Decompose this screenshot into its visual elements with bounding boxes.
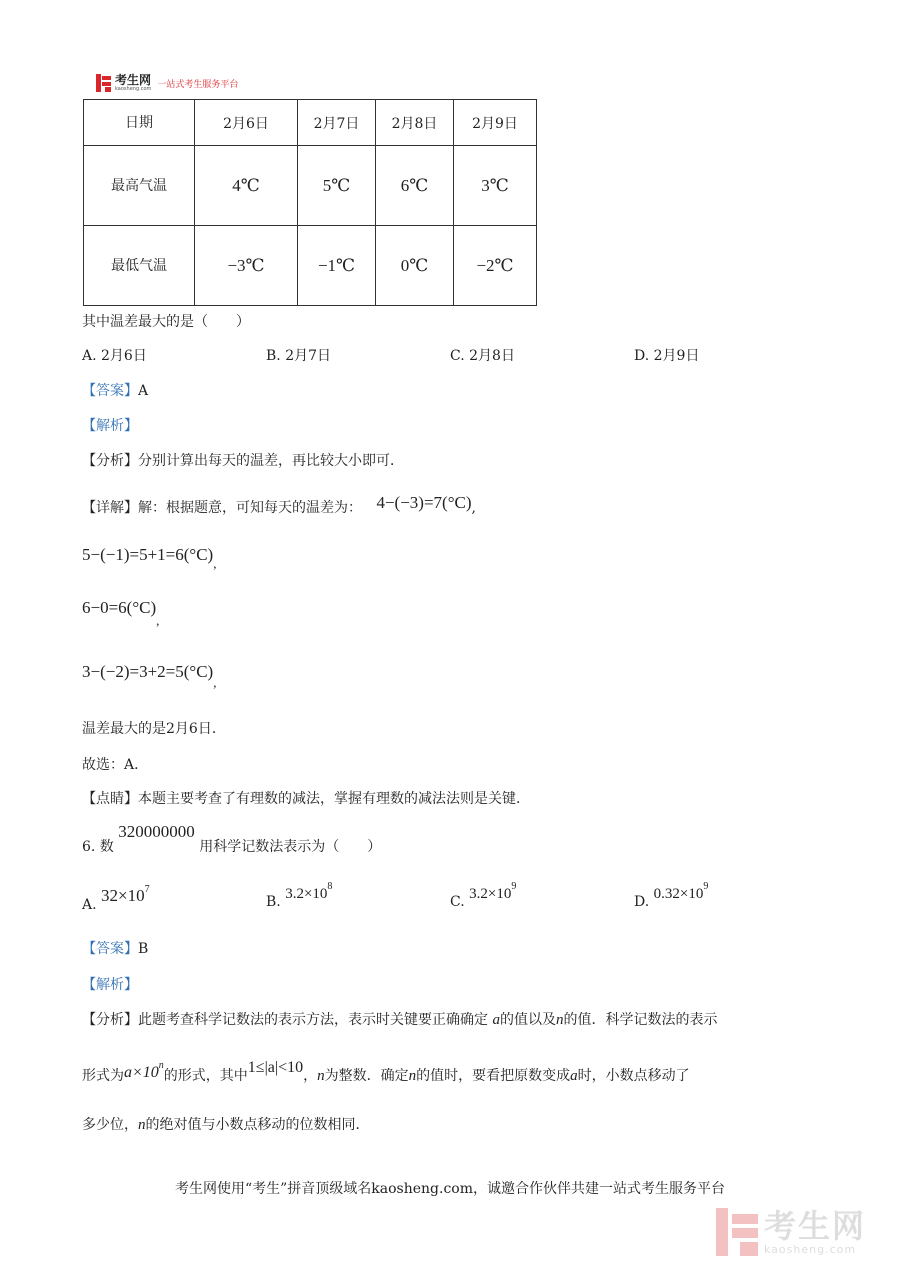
- high-temp-cell: 5℃: [298, 146, 376, 226]
- header-logo: [96, 72, 238, 94]
- watermark-name: 考生网: [764, 1206, 867, 1245]
- table-row: [84, 146, 537, 226]
- high-temp-cell: 6℃: [376, 146, 454, 226]
- q5-option-a: A. 2月6日: [82, 348, 147, 364]
- low-temp-cell: −2℃: [454, 226, 537, 306]
- watermark-logo: [716, 1208, 866, 1256]
- date-cell: 2月6日: [195, 100, 298, 146]
- low-temp-cell: −3℃: [195, 226, 298, 306]
- q5-choice: 故选：A．: [82, 757, 149, 773]
- q5-option-d: D. 2月9日: [634, 348, 700, 364]
- q6-option-b: B. $3.2\times 10^8$: [266, 881, 333, 910]
- low-temp-cell: −1℃: [298, 226, 376, 306]
- q6-fenxi-line1: 【分析】此题考查科学记数法的表示方法，表示时关键要正确确定 a的值以及n的值．科学记数法的表示: [82, 1012, 718, 1028]
- q6-fenxi-line2: 形式为$a\times 10^n$的形式，其中1≤|a|<10，n为整数．确定n的值时，要看把原数变成a时，小数点移动了: [82, 1059, 690, 1084]
- high-temp-cell: 3℃: [454, 146, 537, 226]
- q6-option-c: C. $3.2\times 10^9$: [450, 881, 517, 910]
- high-temp-cell: 4℃: [195, 146, 298, 226]
- equation-line: $5-(-1)=5+1=6(^\circ C)_,$: [82, 545, 217, 571]
- logo-icon: [96, 74, 112, 92]
- low-temp-cell: 0℃: [376, 226, 454, 306]
- row-header-low: 最低气温: [84, 226, 195, 306]
- q5-xiangjie: 【详解】解：根据题意，可知每天的温差为： 4−(−3)=7(°C),: [82, 493, 476, 516]
- q5-conclusion: 温差最大的是2月6日．: [82, 721, 226, 737]
- logo-name: 考生网: [115, 73, 152, 87]
- q5-fenxi: 【分析】分别计算出每天的温差，再比较大小即可．: [82, 453, 404, 469]
- table-row: [84, 226, 537, 306]
- logo-tagline: 一站式考生服务平台: [157, 79, 239, 90]
- q5-option-c: C. 2月8日: [450, 348, 515, 364]
- question-6-stem: 6. 数 320000000 用科学记数法表示为（ ）: [82, 822, 382, 855]
- question-5-stem: 其中温差最大的是（ ）: [82, 314, 250, 330]
- q6-option-d: D. $0.32\times 10^9$: [634, 881, 709, 910]
- temperature-table: [83, 99, 537, 306]
- q5-dianjing: 【点睛】本题主要考查了有理数的减法，掌握有理数的减法法则是关键．: [82, 791, 530, 807]
- footer-text: 考生网使用“考生”拼音顶级域名kaosheng.com，诚邀合作伙伴共建一站式考生服务平台: [174, 1181, 726, 1197]
- row-header-date: 日期: [84, 100, 195, 146]
- q6-option-a: A. $32\times 10^7$: [82, 884, 150, 913]
- watermark-domain: kaosheng.com: [764, 1242, 857, 1256]
- date-cell: 2月7日: [298, 100, 376, 146]
- equation-line: $3-(-2)=3+2=5(^\circ C)_,$: [82, 662, 217, 690]
- q5-analysis-tag: 【解析】: [82, 418, 138, 434]
- equation-line: $6-0=6(^\circ C)_,$: [82, 598, 160, 628]
- q6-answer: 【答案】B: [82, 941, 149, 957]
- q6-analysis-tag: 【解析】: [82, 977, 138, 993]
- q5-option-b: B. 2月7日: [266, 348, 332, 364]
- date-cell: 2月9日: [454, 100, 537, 146]
- logo-domain: kaosheng.com: [115, 86, 152, 92]
- q6-fenxi-line3: 多少位，n的绝对值与小数点移动的位数相同．: [82, 1117, 370, 1133]
- row-header-high: 最高气温: [84, 146, 195, 226]
- table-row: [84, 100, 537, 146]
- q5-answer: 【答案】A: [82, 383, 149, 399]
- watermark-icon: [716, 1208, 758, 1256]
- date-cell: 2月8日: [376, 100, 454, 146]
